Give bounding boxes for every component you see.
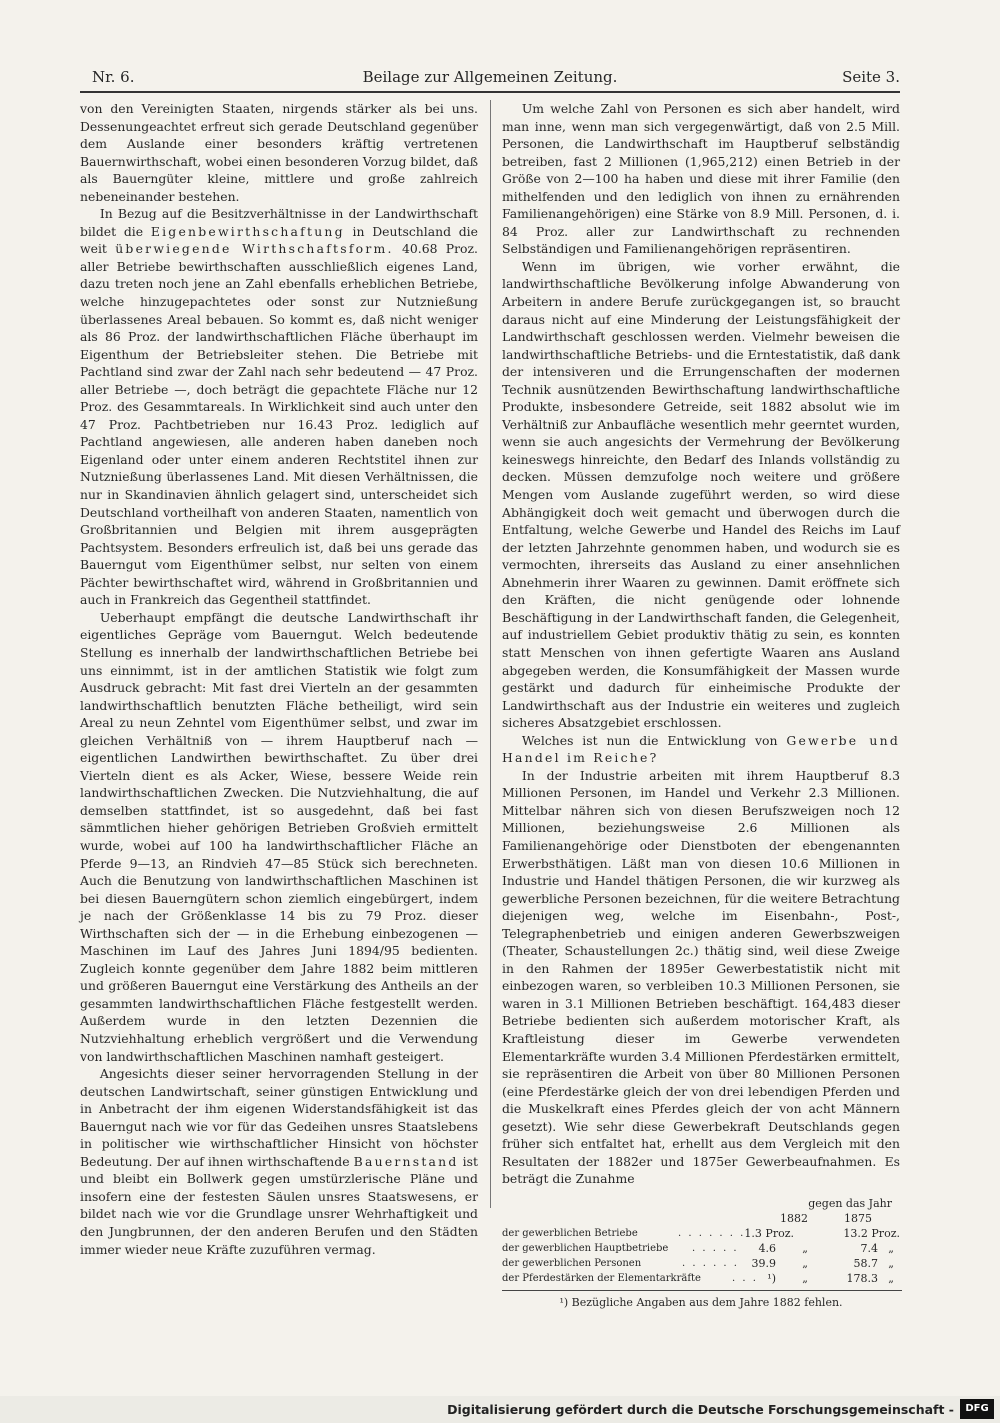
table-group-header: gegen das Jahr (808, 1196, 892, 1210)
value-1875: 7.4 (860, 1242, 878, 1256)
right-paragraph-2: Wenn im übrigen, wie vorher erwähnt, die landwirthschaftliche Bevölkerung infolge Abwanderung von Arbeitern in andere Berufe zurückgegangen ist, so braucht daraus nicht auf eine Minderung der Leistungsfähigkeit der Landwirthschaft geschlossen werden. Vielmehr beweisen die landwirthschaftliche Betriebs- und die Erntestatistik, daß dank der intensiveren und die Errungenschaften der modernen Technik ausnützenden Bewirthschaftung landwirthschaftliche Produkte, insbesondere Getreide, seit 1882 absolut wie im Verhältniß zur Anbaufläche wesentlich mehr geerntet wurden, wenn sie auch angesichts der Vermehrung der Bevölkerung keineswegs hinreichte, den Bedarf des Inlands vollständig zu decken. Müssen demzufolge noch weitere und größere Mengen vom Auslande zugeführt werden, so wird diese Abhängigkeit doch weit gemacht und überwogen durch die Entfaltung, welche Gewerbe und Handel des Reichs im Lauf der letzten Jahrzehnte genommen haben, und wodurch sie es vermochten, ihrerseits das Ausland zu einer ansehnlichen Abnehmerin ihrer Waaren zu gewinnen. Damit eröffnete sich den Kräften, die nicht genügende oder lohnende Beschäftigung in der Landwirthschaft fanden, die Gelegenheit, auf industriellem Gebiet produktiv thätig zu sein, es konnten statt Menschen von ihnen gefertigte Waaren ans Ausland abgegeben werden, die Konsumfähigkeit der Massen wurde gestärkt und dadurch für einheimische Produkte der Landwirthschaft aus der Industrie ein weiteres und zugleich sicheres Absatzgebiet erschlossen. (502, 258, 900, 731)
digitization-footer (0, 1396, 1000, 1423)
value-1882: 4.6 (758, 1242, 776, 1256)
left-paragraph-1: von den Vereinigten Staaten, nirgends stärker als bei uns. Dessenungeachtet erfreut sich gerade Deutschland gegenüber dem Auslande einer besonders kräftig vertretenen Bauernwirthschaft, wobei einen besonderen Vorzug bildet, daß als Bauerngüter kleine, mittlere und große zahlreich nebeneinander bestehen. (80, 101, 478, 204)
text-run: ist und bleibt ein Bollwerk gegen umstürzlerische Pläne und insofern eine der festesten Säulen unsres Staatswesens, er bildet nach wie vor die Grundlage unsrer Wehrhaftigkeit und den Jungbrunnen, der den anderen Berufen und den Städten immer wieder neue Kräfte zuzuführen vermag. (80, 1153, 478, 1257)
issue-number: Nr. 6. (92, 68, 135, 86)
column-divider (490, 100, 491, 1208)
value-1875: 178.3 (846, 1272, 878, 1286)
table-row (502, 1226, 900, 1241)
text-run: in Deutschland die weit (80, 223, 478, 257)
statistics-table (502, 1196, 900, 1310)
right-paragraph-3 (502, 732, 900, 767)
leader-dots: . . . . . (692, 1243, 739, 1255)
leader-dots: . . . . . . (682, 1258, 739, 1270)
value-1875: 58.7 (853, 1257, 878, 1271)
table-row (502, 1256, 900, 1271)
ditto-mark: „ (888, 1242, 894, 1256)
text-run: Angesichts dieser seiner hervorragenden Stellung in der deutschen Landwirtschaft, seiner günstigen Entwicklung und in Anbetracht der ihm eigenen Widerstandsfähigkeit ist das Bauerngut nach wie vor für das Gedeihen unsres Staatslebens in politischer wie wirthschaftlicher Hinsicht von höchster Bedeutung. Der auf ihnen wirthschaftende (80, 1066, 478, 1169)
left-paragraph-3: Ueberhaupt empfängt die deutsche Landwirthschaft ihr eigentliches Gepräge vom Bauerngut. Welch bedeutende Stellung es innerhalb der landwirthschaftlichen Betriebe bei uns einnimmt, ist in der amtlichen Statistik wie folgt zum Ausdruck gebracht: Mit fast drei Vierteln an der gesammten landwirthschaftlich benutzten Fläche betheiligt, wird sein Areal zu neun Zehntel vom Eigenthümer selbst, und zwar im gleichen Verhältniß von — ihrem Hauptberuf nach — eigentlichen Landwirthen bewirthschaftet. Zu über drei Vierteln dient es als Acker, Wiese, bessere Weide rein landwirthschaftlichen Zwecken. Die Nutzviehhaltung, die auf demselben stattfindet, ist so ausgedehnt, daß bei fast sämmtlichen hieher gehörigen Betrieben Großvieh ermittelt wurde, wobei auf 100 ha landwirthschaftlicher Fläche an Pferde 9—13, an Rindvieh 47—85 Stück sich berechneten. Auch die Benutzung von landwirthschaftlichen Maschinen ist bei diesen Bauerngütern schon ziemlich eingebürgert, indem je nach der Größenklasse 14 bis zu 79 Proz. dieser Wirthschaften sich der — in die Erhebung einbezogenen — Maschinen im Lauf des Jahres Juni 1894/95 bedienten. Zugleich konnte gegenüber dem Jahre 1882 beim mittleren und größeren Bauerngut eine Verstärkung des Antheils an der gesammten landwirthschaftlichen Fläche festgestellt werden. Außerdem wurde in den letzten Dezennien die Nutzviehhaltung erheblich vergrößert und die Verwendung von landwirthschaftlichen Maschinen namhaft gesteigert. (80, 609, 478, 1064)
value-1882: 39.9 (751, 1257, 776, 1271)
right-paragraph-1: Um welche Zahl von Personen es sich aber handelt, wird man inne, wenn man sich vergegenwärtigt, daß von 2.5 Mill. Personen, die Landwirthschaft im Hauptberuf selbständig betreiben, fast 2 Millionen (1,965,212) einen Betrieb in der Größe von 2—100 ha haben und diese mit ihrer Familie (den mithelfenden und den lediglich von ihnen zu ernährenden Familienangehörigen) eine Stärke von 8.9 Mill. Personen, d. i. 84 Proz. aller zur Landwirthschaft zu rechnenden Selbständigen und Familienangehörigen repräsentiren. (502, 101, 900, 257)
ditto-mark: „ (888, 1272, 894, 1286)
left-paragraph-4 (80, 1065, 478, 1258)
row-label: der Pferdestärken der Elementarkräfte (502, 1273, 701, 1285)
table-footnote: ¹) Bezügliche Angaben aus dem Jahre 1882 fehlen. (559, 1295, 843, 1309)
ditto-mark: „ (802, 1242, 808, 1256)
right-paragraph-4: In der Industrie arbeiten mit ihrem Hauptberuf 8.3 Millionen Personen, im Handel und Verkehr 2.3 Millionen. Mittelbar nähren sich von diesen Berufszweigen noch 12 Millionen, beziehungsweise 2.6 Millionen als Familienangehörige oder Dienstboten der ebengenannten Erwerbsthätigen. Läßt man von diesen 10.6 Millionen in Industrie und Handel thätigen Personen, die wir kurzweg als gewerbliche Personen bezeichnen, für die weitere Betrachtung diejenigen weg, welche im Eisenbahn-, Post-, Telegraphenbetrieb und einigen anderen Gewerbszweigen (Theater, Schaustellungen 2c.) thätig sind, weil diese Zweige in den Rahmen der 1895er Gewerbestatistik nicht mit einbezogen waren, so verbleiben 10.3 Millionen Personen, sie waren in 3.1 Millionen Betrieben beschäftigt. 164,483 dieser Betriebe bedienten sich außerdem motorischer Kraft, als Kraftleistung dieser im Gewerbe verwendeten Elementarkräfte wurden 3.4 Millionen Pferdestärken ermittelt, sie repräsentiren die Arbeit von über 80 Millionen Personen (eine Pferdestärke gleich der von drei lebendigen Pferden und die Muskelkraft eines Pferdes gleich der von acht Männern gesetzt). Wie sehr diese Gewerbekraft Deutschlands gegen früher sich entfaltet hat, erhellt aus dem Vergleich mit den Resultaten der 1882er und 1875er Gewerbeaufnahmen. Es beträgt die Zunahme (502, 767, 900, 1187)
left-paragraph-2 (80, 205, 478, 609)
table-row (502, 1271, 900, 1286)
header-rule (80, 91, 900, 93)
row-label: der gewerblichen Personen (502, 1258, 642, 1270)
value-1875: 13.2 Proz. (843, 1226, 900, 1240)
emphasis-text: Gewerbe und Handel im Reiche? (502, 732, 900, 766)
value-1882: 1.3 Proz. (744, 1226, 794, 1240)
table-row (502, 1241, 900, 1256)
row-label: der gewerblichen Hauptbetriebe (502, 1243, 669, 1255)
funding-notice: Digitalisierung gefördert durch die Deutsche Forschungsgemeinschaft - (447, 1402, 954, 1417)
table-year-1875: 1875 (844, 1211, 872, 1225)
row-label: der gewerblichen Betriebe (502, 1227, 638, 1239)
table-year-1882: 1882 (780, 1211, 808, 1225)
newspaper-title: Beilage zur Allgemeinen Zeitung. (362, 68, 618, 86)
ditto-mark: „ (802, 1272, 808, 1286)
page-header (80, 68, 900, 90)
leader-dots: . . . (732, 1273, 758, 1285)
value-1882: ¹) (767, 1272, 776, 1286)
ditto-mark: „ (802, 1257, 808, 1271)
emphasis-text: überwiegende Wirthschaftsform. (115, 241, 394, 257)
text-run: 40.68 Proz. aller Betriebe bewirthschaften ausschließlich eigenes Land, dazu treten noch jene an Zahl ebenfalls erheblichen Betriebe, welche hinzugepachtetes oder sonst zur Nutznießung überlassenes Areal bebauen. So kommt es, daß nicht weniger als 86 Proz. der landwirthschaftlichen Fläche überhaupt im Eigenthum der Betriebsleiter stehen. Die Betriebe mit Pachtland sind zwar der Zahl nach sehr bedeutend — 47 Proz. aller Betriebe —, doch beträgt die gepachtete Fläche nur 12 Proz. des Gesammtareals. In Wirklichkeit sind auch unter den 47 Proz. Pachtbetrieben nur 16.43 Proz. lediglich auf Pachtland angewiesen, alle anderen haben daneben noch Eigenland oder unter einem anderen Rechtstitel ihnen zur Nutznießung überlassenes Land. Mit diesen Verhältnissen, die nur in Skandinavien ähnlich gelagert sind, unterscheidet sich Deutschland vortheilhaft von anderen Staaten, namentlich von Großbritannien und Belgien mit ihrem ausgeprägten Pachtsystem. Besonders erfreulich ist, daß bei uns gerade das Bauerngut vom Eigenthümer selbst, nur selten von einem Pächter bewirthschaftet wird, während in Großbritannien und auch in Frankreich das Gegentheil stattfindet. (80, 241, 478, 608)
leader-dots: . . . . . . . (678, 1227, 746, 1239)
emphasis-text: Bauernstand (353, 1153, 459, 1169)
text-run: Welches ist nun die Entwicklung von (521, 732, 778, 748)
left-column (80, 100, 478, 1258)
table-rule (502, 1290, 902, 1291)
page-number: Seite 3. (842, 68, 900, 86)
dfg-logo: DFG (960, 1399, 994, 1419)
text-run: In Bezug auf die Besitzverhältnisse in der Landwirthschaft bildet die (80, 206, 478, 239)
right-column (502, 100, 900, 1310)
table-header (502, 1196, 900, 1226)
emphasis-text: Eigenbewirthschaftung (150, 223, 345, 239)
ditto-mark: „ (888, 1257, 894, 1271)
